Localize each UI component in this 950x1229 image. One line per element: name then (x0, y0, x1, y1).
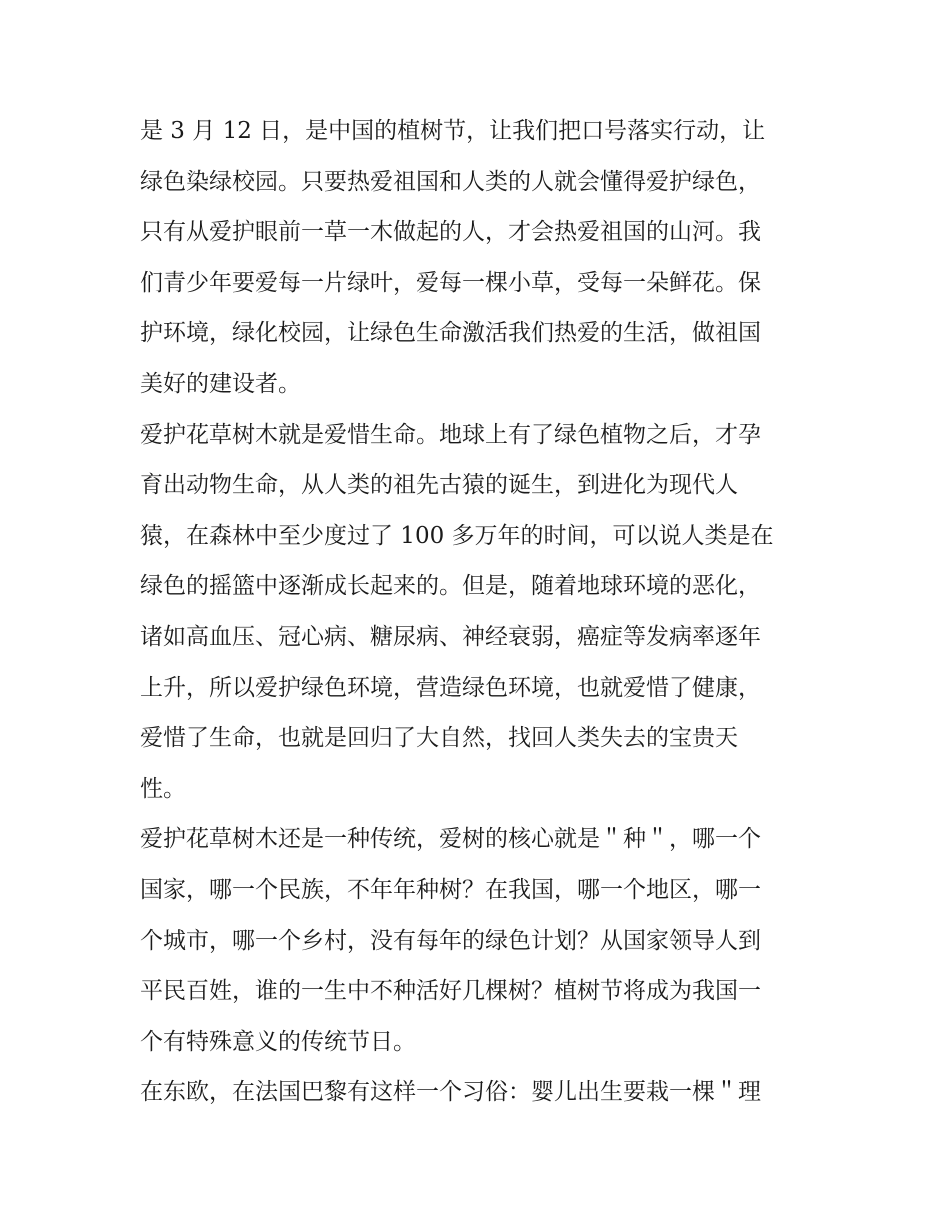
text-line: 美好的建设者。 (140, 370, 301, 397)
text-line: 个有特殊意义的传统节日。 (140, 1028, 416, 1055)
text-line: 只有从爱护眼前一草一木做起的人，才会热爱祖国的山河。我 (140, 219, 761, 246)
text-line: 爱护花草树木就是爱惜生命。地球上有了绿色植物之后，才孕 (140, 421, 761, 448)
text-line: 育出动物生命，从人类的祖先古猿的诞生，到进化为现代人 (140, 472, 738, 499)
text-line: 们青少年要爱每一片绿叶，爱每一棵小草，受每一朵鲜花。保 (140, 269, 761, 296)
text-line: 爱护花草树木还是一种传统，爱树的核心就是＂种＂，哪一个 (140, 826, 761, 853)
text-line: 国家，哪一个民族，不年年种树？在我国，哪一个地区，哪一 (140, 876, 761, 903)
text-line: 诸如高血压、冠心病、糖尿病、神经衰弱，癌症等发病率逐年 (140, 623, 761, 650)
text-line: 个城市，哪一个乡村，没有每年的绿色计划？从国家领导人到 (140, 927, 761, 954)
text-line: 猿，在森林中至少度过了 100 多万年的时间，可以说人类是在 (140, 522, 774, 549)
text-line: 绿色的摇篮中逐渐成长起来的。但是，随着地球环境的恶化， (140, 573, 761, 600)
text-line: 平民百姓，谁的一生中不种活好几棵树？植树节将成为我国一 (140, 978, 761, 1005)
text-line: 在东欧，在法国巴黎有这样一个习俗：婴儿出生要栽一棵＂理 (140, 1079, 761, 1106)
body-text (140, 106, 820, 1118)
text-line: 爱惜了生命，也就是回归了大自然，找回人类失去的宝贵天 (140, 725, 738, 752)
text-line: 性。 (140, 775, 186, 802)
text-line: 上升，所以爱护绿色环境，营造绿色环境，也就爱惜了健康， (140, 674, 761, 701)
text-line: 护环境，绿化校园，让绿色生命激活我们热爱的生活，做祖国 (140, 320, 761, 347)
text-line: 绿色染绿校园。只要热爱祖国和人类的人就会懂得爱护绿色， (140, 168, 761, 195)
text-line: 是 3 月 12 日，是中国的植树节，让我们把口号落实行动，让 (140, 118, 766, 144)
